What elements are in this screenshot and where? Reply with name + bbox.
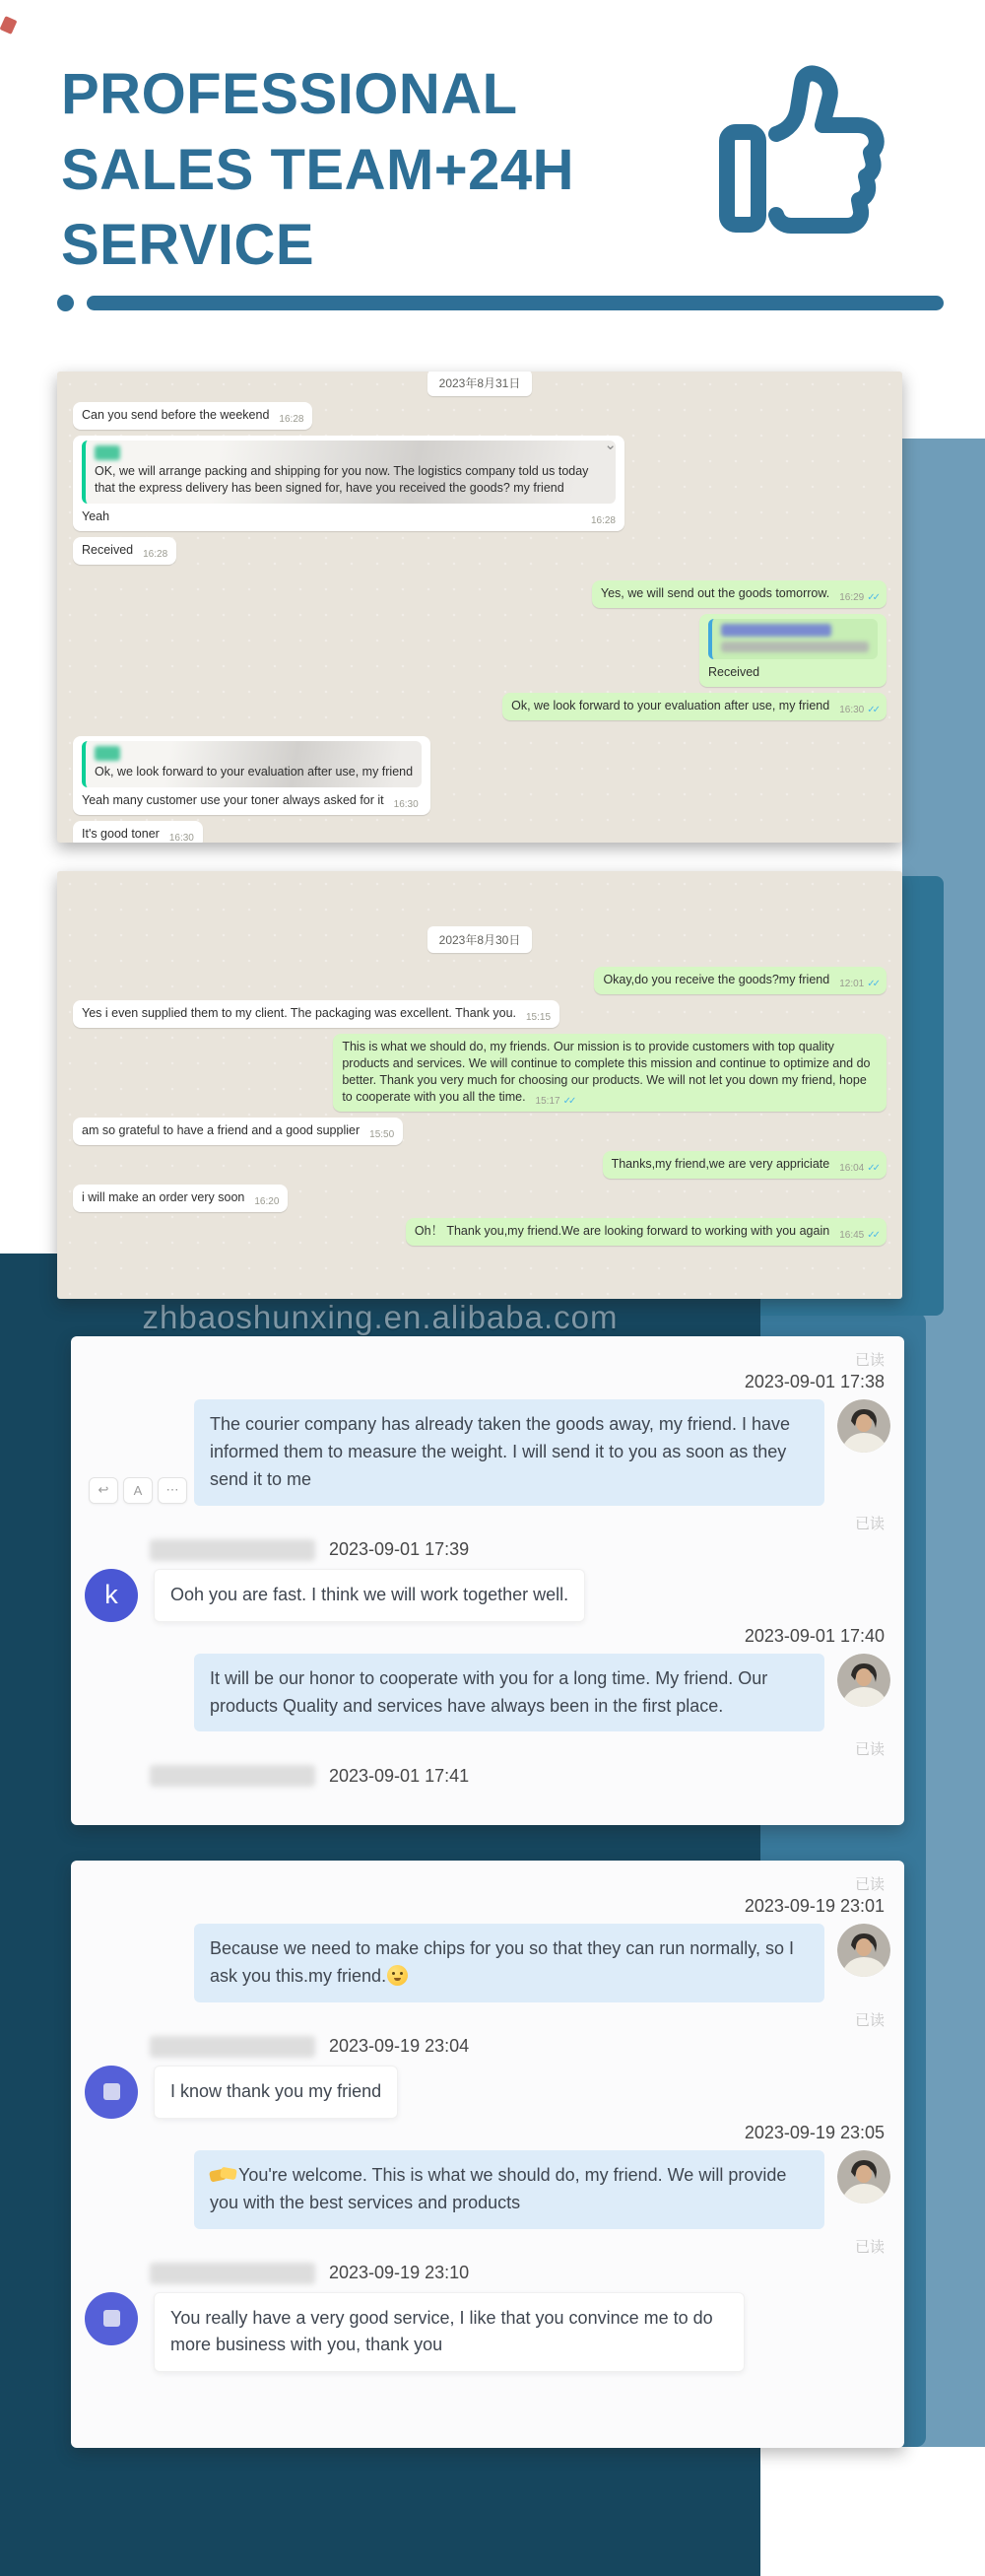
avatar: [837, 1654, 890, 1707]
message-text: Yeah: [82, 509, 110, 523]
avatar-glyph: [103, 2310, 120, 2327]
read-receipt: 已读: [854, 1741, 885, 1759]
message-text: Ok, we look forward to your evaluation after use, my friend: [511, 699, 830, 712]
whatsapp-chat-card-1: [57, 372, 902, 843]
translate-icon: A: [123, 1477, 153, 1504]
message-text: Because we need to make chips for you so that they can run normally, so I ask you this.my friend.: [210, 1938, 794, 1986]
sender-row: [150, 2036, 890, 2058]
message-text: It will be our honor to cooperate with you for a long time. My friend. Our products Quality and services have always been in the first place.: [210, 1667, 768, 1716]
chat-bubble: [73, 1118, 403, 1145]
chat-bubble: [73, 402, 312, 430]
message-time: 16:28: [279, 414, 304, 425]
avatar: [85, 2292, 138, 2345]
blurred-sender-name: [721, 624, 831, 637]
chat-bubble: [73, 436, 624, 531]
message-row: [73, 537, 886, 565]
section-divider: [0, 294, 985, 313]
message-row: [73, 614, 886, 687]
message-row: [73, 436, 886, 531]
chevron-down-icon: ⌄: [604, 437, 617, 453]
avatar: [85, 2066, 138, 2119]
chat-bubble: [154, 1569, 585, 1622]
message-row: [85, 1569, 890, 1622]
chat-bubble: [73, 821, 203, 843]
blurred-quote-text: [721, 642, 869, 652]
message-text: I know thank you my friend: [170, 2080, 382, 2101]
avatar: [837, 1399, 890, 1453]
avatar: [837, 1924, 890, 1977]
chat-bubble: [73, 1000, 559, 1028]
sender-row: [150, 1539, 890, 1561]
chat-bubble: [594, 967, 886, 994]
whatsapp-chat-card-2: [57, 871, 902, 1299]
message-row: [85, 2150, 890, 2229]
read-ticks-icon: ✓✓: [867, 592, 878, 603]
chat-date-pill: 2023年8月30日: [427, 926, 533, 953]
message-row: [73, 1118, 886, 1145]
sender-row: [150, 1765, 890, 1787]
message-time: 16:45 ✓✓: [839, 1230, 878, 1241]
timestamp: 2023-09-01 17:39: [329, 1539, 470, 1560]
message-time: 16:30 ✓✓: [839, 705, 878, 715]
read-receipt: 已读: [854, 1352, 885, 1369]
message-row: [85, 2066, 890, 2119]
message-row: [73, 1185, 886, 1212]
wechat-chat-card-2: [71, 1861, 904, 2448]
read-ticks-icon: ✓✓: [867, 705, 878, 715]
read-receipt: 已读: [854, 2011, 885, 2029]
message-row: [85, 1654, 890, 1732]
chat-bubble: [603, 1151, 886, 1179]
title-line-1: PROFESSIONAL: [61, 62, 518, 126]
timestamp: 2023-09-19 23:10: [329, 2263, 470, 2283]
read-ticks-icon: ✓✓: [867, 1230, 878, 1241]
red-mark-artifact: [0, 16, 17, 34]
blurred-sender-name: [150, 2036, 315, 2058]
message-row: [73, 1034, 886, 1112]
store-watermark: zhbaoshunxing.en.alibaba.com: [142, 1299, 619, 1335]
message-time: 15:17 ✓✓: [535, 1096, 574, 1107]
message-time: 12:01 ✓✓: [839, 979, 878, 989]
read-receipt: 已读: [854, 2238, 885, 2256]
blurred-sender-name: [150, 2263, 315, 2284]
timestamp: 2023-09-19 23:01: [744, 1896, 885, 1916]
message-text: It's good toner: [82, 827, 160, 841]
message-text: Received: [708, 665, 760, 679]
message-time: 16:28: [143, 549, 168, 560]
timestamp: 2023-09-01 17:38: [744, 1372, 885, 1391]
message-text: Can you send before the weekend: [82, 408, 270, 422]
message-text: Oh！ Thank you,my friend.We are looking forward to working with you again: [414, 1224, 830, 1238]
message-text: Yes, we will send out the goods tomorrow.: [600, 586, 830, 600]
message-time: 16:30: [168, 833, 194, 843]
timestamp: 2023-09-19 23:05: [744, 2122, 885, 2142]
quote-block: [82, 441, 616, 504]
message-text: am so grateful to have a friend and a good supplier: [82, 1123, 361, 1137]
blurred-sender: [95, 445, 120, 460]
chat-bubble: [154, 2066, 398, 2119]
handshake-emoji-icon: [210, 2166, 236, 2184]
divider-dot: [57, 295, 74, 311]
message-row: [73, 967, 886, 994]
chat-bubble: [73, 736, 430, 815]
quote-block: [708, 619, 878, 659]
message-text: You really have a very good service, I like that you convince me to do more business with you, thank you: [170, 2307, 713, 2355]
chat-bubble: [194, 1924, 824, 2002]
read-receipt: 已读: [854, 1515, 885, 1532]
chat-bubble: [333, 1034, 886, 1112]
chat-bubble: [592, 580, 886, 608]
message-text: You're welcome. This is what we should do, my friend. We will provide you with the best services and products: [210, 2164, 787, 2212]
read-ticks-icon: ✓✓: [562, 1096, 574, 1107]
wechat-chat-card-1: [71, 1336, 904, 1825]
chat-bubble: [154, 2292, 745, 2373]
message-time: 15:50: [369, 1129, 395, 1140]
message-text: i will make an order very soon: [82, 1190, 245, 1204]
message-time: 16:04 ✓✓: [839, 1163, 878, 1174]
message-time: 16:20: [254, 1196, 280, 1207]
chat-bubble: [502, 693, 886, 720]
timestamp: 2023-09-19 23:04: [329, 2036, 470, 2057]
message-row: [73, 402, 886, 430]
message-text: Yes i even supplied them to my client. The packaging was excellent. Thank you.: [82, 1006, 516, 1020]
thumbs-up-icon: [711, 65, 918, 238]
reply-icon: ↩: [89, 1477, 118, 1504]
message-time: 15:15: [526, 1012, 552, 1023]
chat-date-pill: 2023年8月31日: [427, 372, 533, 396]
quote-text: Ok, we look forward to your evaluation after use, my friend: [95, 765, 414, 779]
chat-bubble: [406, 1218, 886, 1246]
message-text: Ooh you are fast. I think we will work together well.: [170, 1584, 569, 1604]
message-time: 16:29 ✓✓: [839, 592, 878, 603]
message-row: [85, 1924, 890, 2002]
quote-text: OK, we will arrange packing and shipping for you now. The logistics company told us today that the express delivery has been signed for, have you received the goods? my friend: [95, 464, 589, 495]
message-text: Yeah many customer use your toner always asked for it: [82, 793, 384, 807]
message-text: Thanks,my friend,we are very appriciate: [611, 1157, 830, 1171]
message-row: [73, 736, 886, 815]
avatar-glyph: [103, 2083, 120, 2100]
quote-block: [82, 741, 422, 787]
chat-bubble: [699, 614, 886, 687]
chat-bubble: [194, 1654, 824, 1732]
more-icon: ⋯: [158, 1477, 187, 1504]
title-line-3: SERVICE: [61, 213, 315, 278]
avatar: [837, 2150, 890, 2203]
message-text: Received: [82, 543, 134, 557]
message-time: 16:28: [590, 515, 616, 527]
message-row: [73, 580, 886, 608]
read-receipt: 已读: [854, 1876, 885, 1893]
message-row: [73, 821, 886, 843]
blurred-sender: [95, 746, 120, 761]
message-text: Okay,do you receive the goods?my friend: [603, 973, 830, 986]
message-row: [73, 1000, 886, 1028]
timestamp: 2023-09-01 17:40: [744, 1625, 885, 1646]
message-row: [73, 1218, 886, 1246]
message-text-row: [82, 508, 616, 525]
title-line-2: SALES TEAM+24H: [61, 137, 575, 202]
read-ticks-icon: ✓✓: [867, 979, 878, 989]
read-ticks-icon: ✓✓: [867, 1163, 878, 1174]
avatar: k: [85, 1569, 138, 1622]
sender-row: [150, 2263, 890, 2284]
chat-bubble: [73, 1185, 288, 1212]
blurred-sender-name: [150, 1539, 315, 1561]
message-hover-toolbar: [89, 1477, 187, 1504]
message-time: 16:30: [393, 799, 419, 810]
message-row: [73, 693, 886, 720]
message-row: [73, 1151, 886, 1179]
message-row: [85, 1399, 890, 1506]
message-text: The courier company has already taken the goods away, my friend. I have informed them to measure the weight. I will send it to you as soon as they send it to me: [210, 1414, 790, 1489]
chat-bubble: [73, 537, 176, 565]
message-row: [85, 2292, 890, 2373]
page-title: [61, 57, 574, 284]
message-text: This is what we should do, my friends. Our mission is to provide customers with top quality products and services. We will continue to complete this mission and continue to optimize and do better. Thank you very much for choosing our products. We will not let you down my friend, hope to cooperate with you all the time.: [342, 1040, 871, 1104]
divider-bar: [87, 296, 944, 310]
chat-bubble: [194, 2150, 824, 2229]
chat-bubble: [194, 1399, 824, 1506]
blurred-sender-name: [150, 1765, 315, 1787]
timestamp: 2023-09-01 17:41: [329, 1765, 470, 1786]
smile-emoji-icon: [387, 1965, 408, 1986]
